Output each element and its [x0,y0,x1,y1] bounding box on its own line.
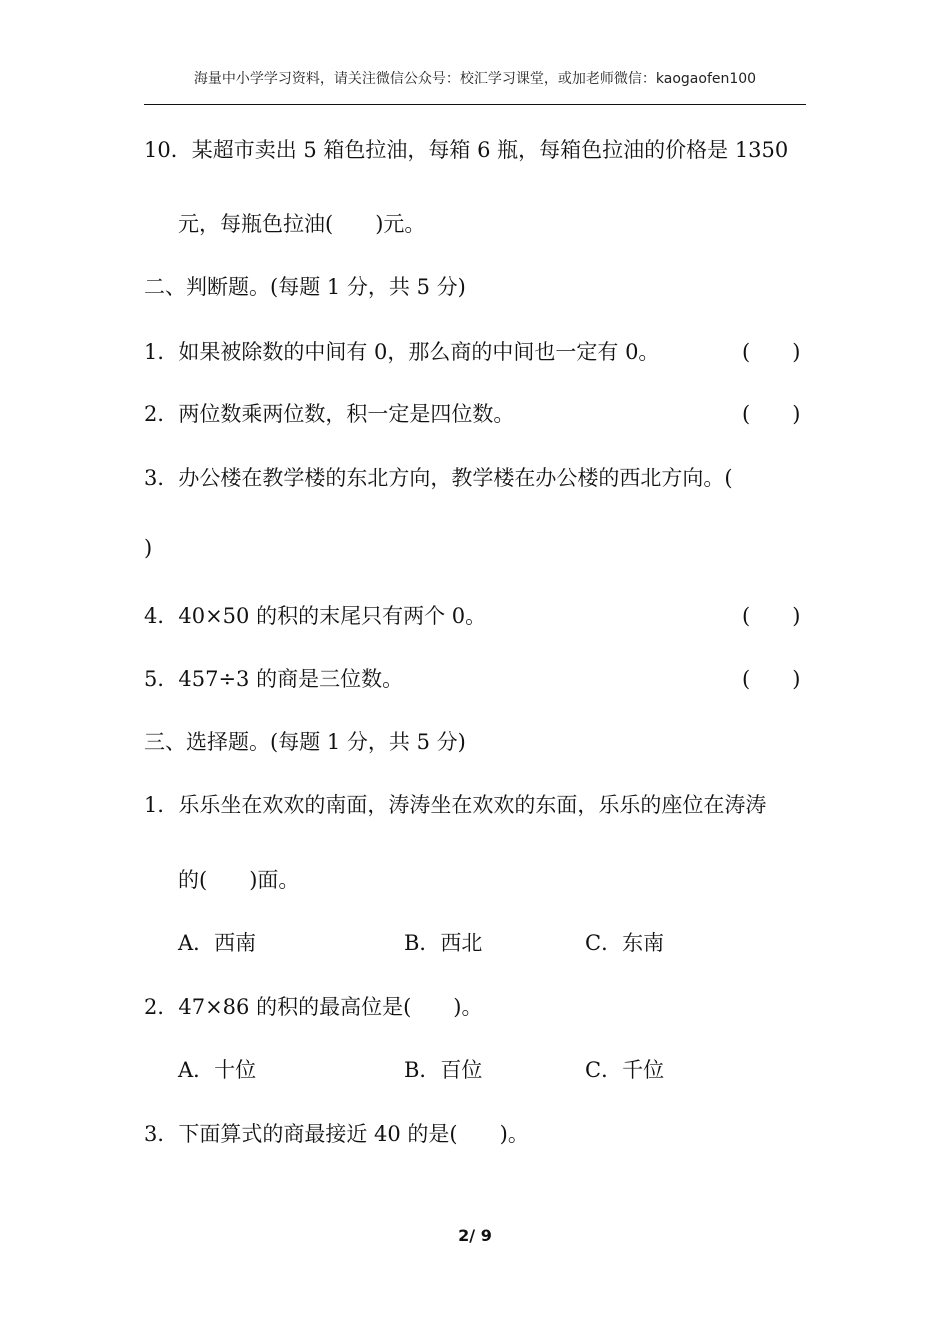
choice-q1-option-c[interactable]: C．东南 [585,931,665,955]
judge-answer-3-close[interactable]: ) [144,536,153,560]
choice-q2-option-b[interactable]: B．百位 [404,1058,483,1082]
choice-q2-option-c[interactable]: C．千位 [585,1058,665,1082]
page-header: 海量中小学学习资料，请关注微信公众号：校汇学习课堂，或加老师微信：kaogaofen100 [193,71,757,87]
q10-line2: 元，每瓶色拉油( )元。 [178,212,426,236]
choice-q2-option-a[interactable]: A．十位 [178,1058,257,1082]
page-number: 2/ 9 [458,1226,492,1245]
judge-answer-2[interactable]: ( ) [742,402,801,426]
q10-line1: 10．某超市卖出 5 箱色拉油，每箱 6 瓶，每箱色拉油的价格是 1350 [144,138,789,162]
judge-item-3: 3．办公楼在教学楼的东北方向，教学楼在办公楼的西北方向。( [144,466,733,490]
section2-title: 二、判断题。(每题 1 分，共 5 分) [144,275,466,299]
judge-item-5: 5．457÷3 的商是三位数。 [144,667,404,691]
judge-answer-5[interactable]: ( ) [742,667,801,691]
choice-q1-line1: 1．乐乐坐在欢欢的南面，涛涛坐在欢欢的东面，乐乐的座位在涛涛 [144,793,767,817]
judge-answer-4[interactable]: ( ) [742,604,801,628]
section3-title: 三、选择题。(每题 1 分，共 5 分) [144,730,466,754]
choice-q1-option-b[interactable]: B．西北 [404,931,483,955]
choice-q1-line2: 的( )面。 [178,868,300,892]
judge-item-4: 4．40×50 的积的末尾只有两个 0。 [144,604,487,628]
choice-q1-option-a[interactable]: A．西南 [178,931,257,955]
choice-q3-line1: 3．下面算式的商最接近 40 的是( )。 [144,1122,529,1146]
judge-item-2: 2．两位数乘两位数，积一定是四位数。 [144,402,515,426]
choice-q2-line1: 2．47×86 的积的最高位是( )。 [144,995,483,1019]
judge-item-1: 1．如果被除数的中间有 0，那么商的中间也一定有 0。 [144,340,660,364]
judge-answer-1[interactable]: ( ) [742,340,801,364]
header-divider [144,104,806,105]
